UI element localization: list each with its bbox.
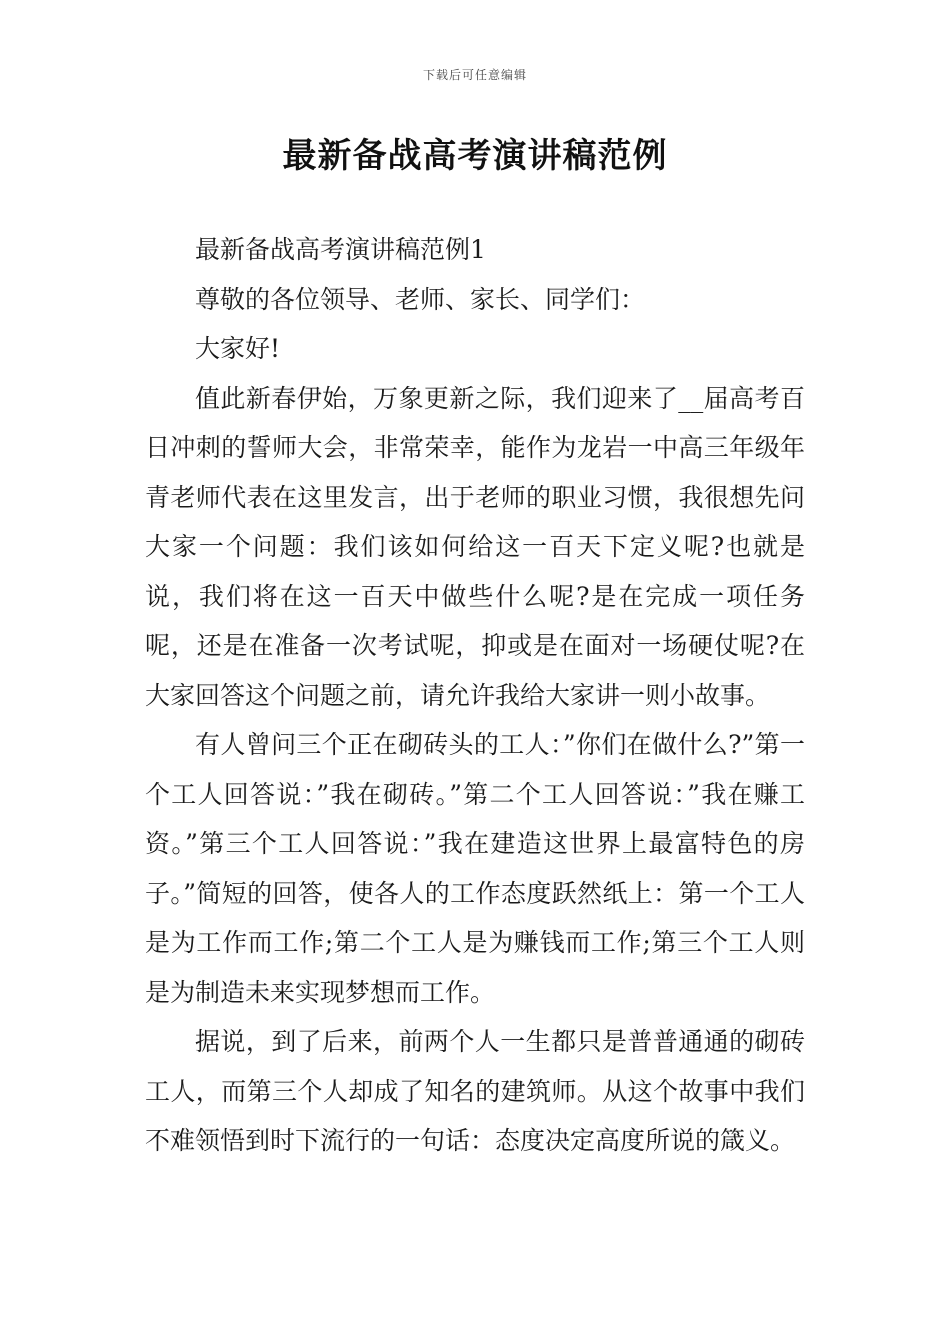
page-header-note: 下载后可任意编辑 bbox=[422, 68, 527, 82]
salutation-paragraph: 尊敬的各位领导、老师、家长、同学们： bbox=[195, 284, 646, 314]
body-paragraph: 值此新春伊始，万象更新之际，我们迎来了__届高考百日冲刺的誓师大会，非常荣幸，能作为龙岩一中高三年级年青老师代表在这里发言，出于老师的职业习惯，我很想先问大家一个问题：我们该如何给这一百天下定义呢?也就是说，我们将在这一百天中做些什么呢?是在完成一项任务呢，还是在准备一次考试呢，抑或是在面对一场硬仗呢?在大家回答这个问题之前，请允许我给大家讲一则小故事。 bbox=[145, 383, 805, 710]
document-title: 最新备战高考演讲稿范例 bbox=[282, 136, 668, 176]
body-paragraph: 有人曾问三个正在砌砖头的工人：”你们在做什么?”第一个工人回答说：”我在砌砖。”第二个工人回答说：”我在赚工资。”第三个工人回答说：”我在建造这世界上最富特色的房子。”简短的回答，使各人的工作态度跃然纸上：第一个工人是为工作而工作;第二个工人是为赚钱而工作;第三个工人则是为制造未来实现梦想而工作。 bbox=[145, 730, 805, 1007]
greeting-paragraph: 大家好! bbox=[195, 334, 281, 363]
document-body bbox=[145, 225, 805, 1166]
body-paragraph: 据说，到了后来，前两个人一生都只是普普通通的砌砖工人，而第三个人却成了知名的建筑师。从这个故事中我们不难领悟到时下流行的一句话：态度决定高度所说的箴义。 bbox=[145, 1027, 805, 1155]
subtitle-paragraph: 最新备战高考演讲稿范例1 bbox=[195, 235, 486, 264]
